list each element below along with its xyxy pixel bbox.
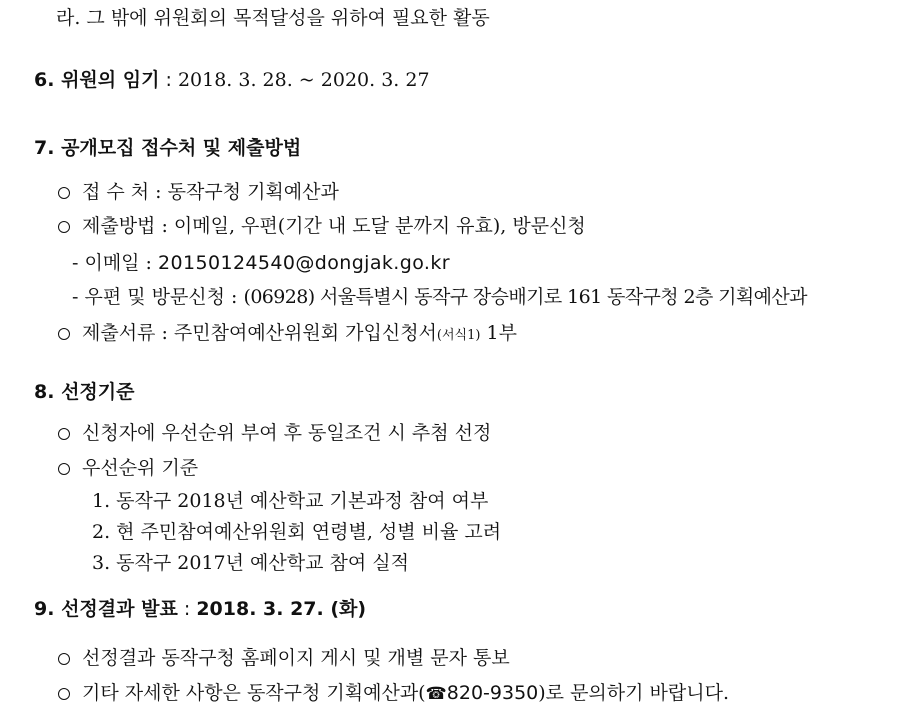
circle-bullet-icon bbox=[58, 328, 70, 340]
sec9-item-text: 선정결과 동작구청 홈페이지 게시 및 개별 문자 통보 bbox=[82, 647, 510, 669]
sec9-separator: : bbox=[177, 598, 197, 620]
sec7-item-label: 제출방법 : bbox=[82, 215, 174, 237]
circle-bullet-icon bbox=[58, 688, 70, 700]
sec7-sub-prefix: - 이메일 : bbox=[72, 252, 159, 274]
sec8-number: 8. bbox=[34, 381, 55, 403]
sec6-title: 위원의 임기 bbox=[61, 69, 160, 91]
phone-number: 820-9350 bbox=[446, 682, 539, 704]
sec6-value: 2018. 3. 28. ~ 2020. 3. 27 bbox=[177, 69, 430, 91]
sec9-title: 선정결과 발표 bbox=[61, 598, 178, 620]
sec9-number: 9. bbox=[34, 598, 55, 620]
sec7-item-label: 접 수 처 : bbox=[82, 181, 168, 203]
circle-bullet-icon bbox=[58, 187, 70, 199]
sec7-number: 7. bbox=[34, 137, 55, 159]
sec7-sub-prefix: - 우편 및 방문신청 : bbox=[72, 286, 244, 308]
sec8-criteria-item bbox=[92, 551, 409, 575]
sec9-item bbox=[58, 646, 510, 670]
sec9-contact bbox=[58, 681, 729, 706]
sec9-value: 2018. 3. 27. (화) bbox=[196, 598, 367, 620]
sec8-item-text: 우선순위 기준 bbox=[82, 457, 199, 479]
sec6-separator: : bbox=[159, 69, 178, 91]
sec8-item-text: 신청자에 우선순위 부여 후 동일조건 시 추첨 선정 bbox=[82, 422, 492, 444]
sec6-number: 6. bbox=[34, 69, 55, 91]
circle-bullet-icon bbox=[58, 653, 70, 665]
mailing-address: (06928) 서울특별시 동작구 장승배기로 161 동작구청 2층 기획예산과 bbox=[243, 286, 807, 308]
sec7-docs-form: (서식1) bbox=[436, 328, 481, 343]
sec8-criteria-text: 3. 동작구 2017년 예산학교 참여 실적 bbox=[92, 552, 409, 574]
sec8-criteria-item bbox=[92, 489, 488, 513]
sec7-docs-label: 제출서류 : bbox=[82, 322, 174, 344]
sec9-heading bbox=[34, 597, 366, 621]
sec9-contact-before: 기타 자세한 사항은 동작구청 기획예산과( bbox=[82, 682, 426, 704]
sec8-criteria-text: 2. 현 주민참여예산위원회 연령별, 성별 비율 고려 bbox=[92, 521, 502, 543]
circle-bullet-icon bbox=[58, 221, 70, 233]
sec7-item-method bbox=[58, 214, 586, 238]
sec7-heading bbox=[34, 136, 301, 160]
sec7-item-docs bbox=[58, 321, 517, 348]
email-address: 20150124540@dongjak.go.kr bbox=[158, 252, 450, 274]
sec7-docs-count: 1부 bbox=[480, 322, 517, 344]
sec7-title: 공개모집 접수처 및 제출방법 bbox=[61, 137, 302, 159]
sec7-docs-text: 주민참여예산위원회 가입신청서 bbox=[173, 322, 437, 344]
sec7-item-reception bbox=[58, 180, 339, 204]
sec7-item-text: 이메일, 우편(기간 내 도달 분까지 유효), 방문신청 bbox=[173, 215, 586, 237]
sec8-criteria-item bbox=[92, 520, 501, 544]
sec7-sub-email bbox=[72, 251, 450, 275]
circle-bullet-icon bbox=[58, 463, 70, 475]
sec5-last-item-text: 라. 그 밖에 위원회의 목적달성을 위하여 필요한 활동 bbox=[56, 7, 490, 29]
sec9-contact-after: )로 문의하기 바랍니다. bbox=[538, 682, 729, 704]
sec7-item-text: 동작구청 기획예산과 bbox=[167, 181, 339, 203]
sec5-last-item bbox=[56, 6, 490, 30]
sec8-item bbox=[58, 421, 491, 445]
phone-icon: ☎ bbox=[425, 684, 447, 704]
sec8-heading bbox=[34, 380, 135, 404]
sec8-criteria-text: 1. 동작구 2018년 예산학교 기본과정 참여 여부 bbox=[92, 490, 489, 512]
sec7-sub-mail bbox=[72, 285, 807, 309]
sec6-heading bbox=[34, 68, 430, 92]
circle-bullet-icon bbox=[58, 428, 70, 440]
sec8-title: 선정기준 bbox=[61, 381, 135, 403]
sec8-item bbox=[58, 456, 198, 480]
